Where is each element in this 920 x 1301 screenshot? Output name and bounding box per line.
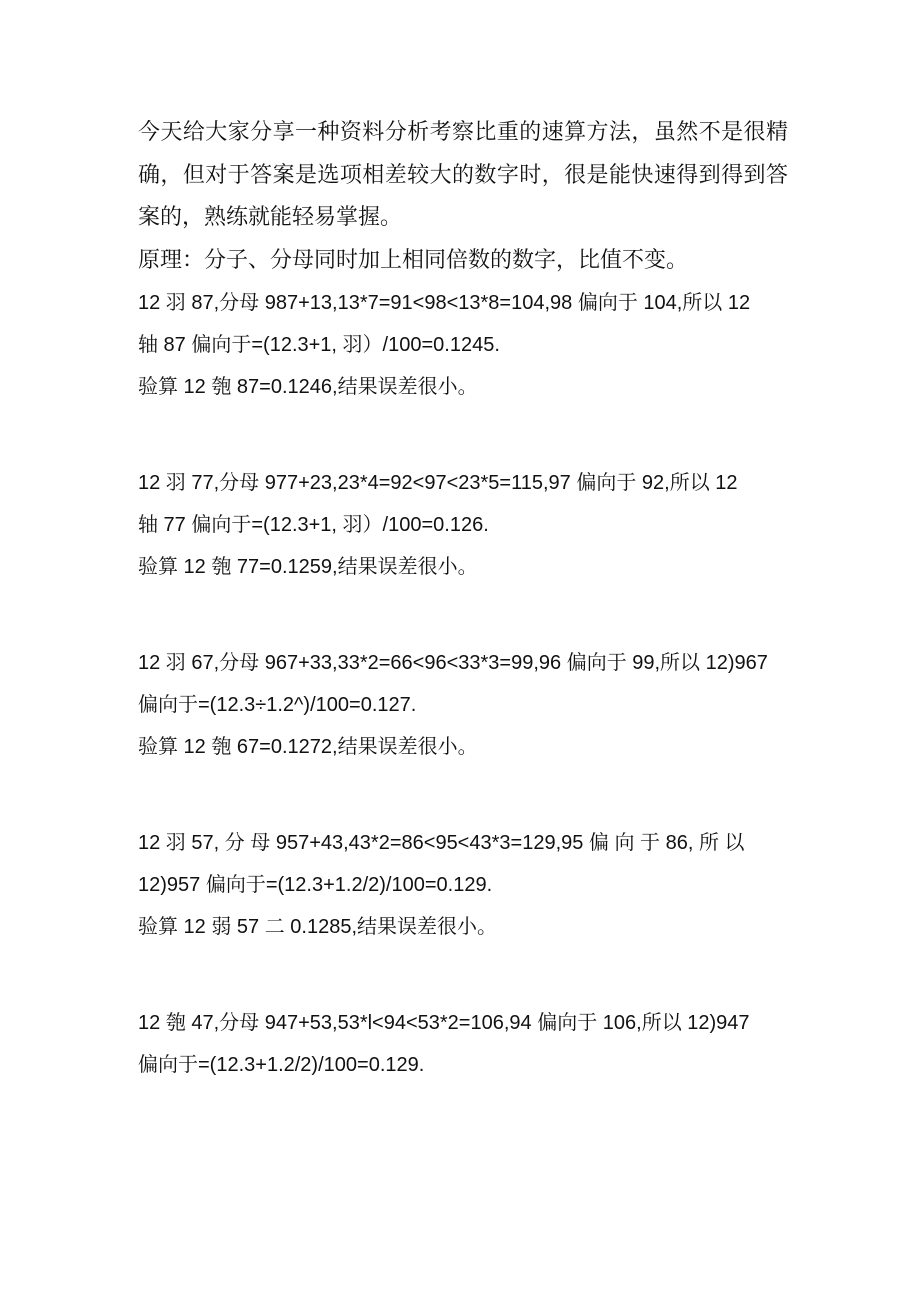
example-4-check: 验算 12 弱 57 二 0.1285,结果误差很小。: [138, 916, 498, 938]
example-4-line-1: 12 羽 57, 分 母 957+43,43*2=86<95<43*3=129,95 偏 向 于 86, 所 以: [138, 832, 745, 854]
example-block-4: [138, 822, 788, 948]
spacer: [138, 588, 788, 642]
document-body: [138, 112, 788, 1086]
example-block-1: [138, 282, 788, 408]
spacer: [138, 408, 788, 462]
example-5-line-2: 偏向于=(12.3+1.2/2)/100=0.129.: [138, 1054, 425, 1076]
example-5-line-1: 12 匏 47,分母 947+53,53*l<94<53*2=106,94 偏向于 106,所以 12)947: [138, 1012, 750, 1034]
example-block-3: [138, 642, 788, 768]
example-3-line-2: 偏向于=(12.3÷1.2^)/100=0.127.: [138, 694, 417, 716]
example-3-check: 验算 12 匏 67=0.1272,结果误差很小。: [138, 736, 478, 758]
example-1-line-2: 轴 87 偏向于=(12.3+1, 羽）/100=0.1245.: [138, 334, 500, 356]
example-1-line-1: 12 羽 87,分母 987+13,13*7=91<98<13*8=104,98 偏向于 104,所以 12: [138, 292, 751, 314]
example-block-5: [138, 1002, 788, 1086]
example-2-check: 验算 12 匏 77=0.1259,结果误差很小。: [138, 556, 478, 578]
example-1-check: 验算 12 匏 87=0.1246,结果误差很小。: [138, 376, 478, 398]
principle-paragraph: 原理：分子、分母同时加上相同倍数的数字，比值不变。: [138, 247, 689, 273]
intro-paragraph: 今天给大家分享一种资料分析考察比重的速算方法，虽然不是很精确，但对于答案是选项相差较大的数字时，很是能快速得到得到答案的，熟练就能轻易掌握。: [138, 120, 788, 230]
example-2-line-2: 轴 77 偏向于=(12.3+1, 羽）/100=0.126.: [138, 514, 489, 536]
example-4-line-2: 12)957 偏向于=(12.3+1.2/2)/100=0.129.: [138, 874, 493, 896]
example-2-line-1: 12 羽 77,分母 977+23,23*4=92<97<23*5=115,97 偏向于 92,所以 12: [138, 472, 738, 494]
example-3-line-1: 12 羽 67,分母 967+33,33*2=66<96<33*3=99,96 偏向于 99,所以 12)967: [138, 652, 768, 674]
spacer: [138, 768, 788, 822]
spacer: [138, 948, 788, 1002]
example-block-2: [138, 462, 788, 588]
